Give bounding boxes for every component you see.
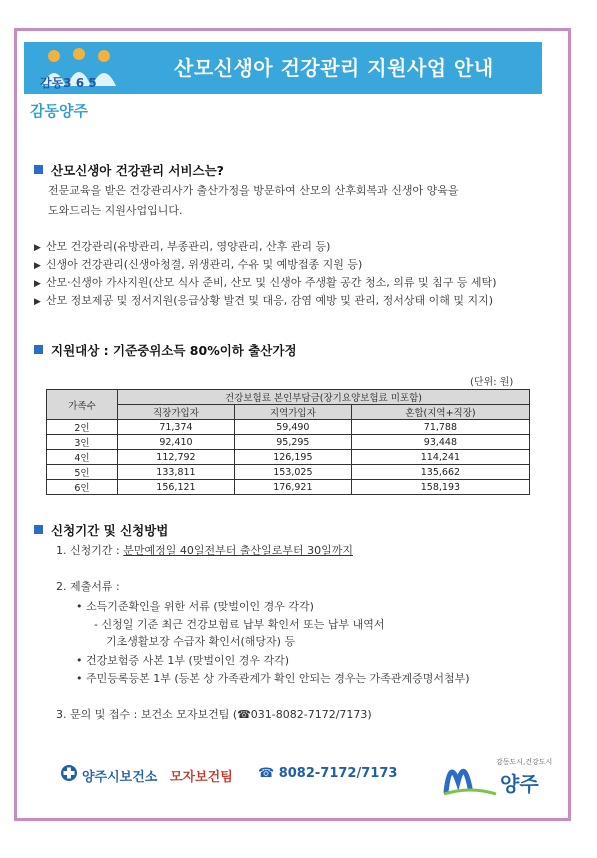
table-cell: 3인 (47, 435, 118, 450)
table-cell: 176,921 (234, 480, 351, 495)
square-bullet-icon (34, 525, 43, 534)
group-header: 건강보험료 본인부담금(장기요양보험료 미포함) (118, 390, 530, 405)
table-cell: 133,811 (118, 465, 235, 480)
table-cell: 71,374 (118, 420, 235, 435)
col-family-header: 가족수 (47, 390, 118, 420)
intro-line-2: 도와드리는 지원사업입니다. (48, 204, 183, 217)
table-cell: 92,410 (118, 435, 235, 450)
page-title: 산모신생아 건강관리 지원사업 안내 (174, 56, 494, 80)
table-cell: 112,792 (118, 450, 235, 465)
footer-team: 모자보건팀 (170, 770, 233, 785)
footer-slogan: 감동도시,건강도시 (496, 758, 553, 766)
table-cell: 126,195 (234, 450, 351, 465)
table-cell: 4인 (47, 450, 118, 465)
table-cell: 2인 (47, 420, 118, 435)
document-item: • 건강보험증 사본 1부 (맞벌이인 경우 각각) (76, 654, 290, 667)
table-row (47, 465, 530, 480)
footer-city: 양주 (500, 772, 539, 796)
col-header: 지역가입자 (234, 405, 351, 420)
section1-heading: 산모신생아 건강관리 서비스는? (34, 161, 224, 179)
table-cell: 95,295 (234, 435, 351, 450)
document-item: • 주민등록등본 1부 (등본 상 가족관계가 확인 안되는 경우는 가족관계증명서첨부) (76, 672, 470, 685)
city-logo-text: 감동양주 (30, 102, 88, 120)
table-cell: 5인 (47, 465, 118, 480)
col-header: 직장가입자 (118, 405, 235, 420)
intro-line-1: 전문교육을 받은 건강관리사가 출산가정을 방문하여 산모의 산후회복과 신생아 양육을 (48, 184, 459, 197)
square-bullet-icon (34, 345, 43, 354)
footer-phone: ☎ 8082-7172/7173 (258, 766, 398, 781)
table-cell: 59,490 (234, 420, 351, 435)
logo-365-text: 감동3 6 5 (40, 76, 97, 90)
table-row (47, 480, 530, 495)
square-bullet-icon (34, 165, 43, 174)
table-cell: 6인 (47, 480, 118, 495)
service-item: ▶ 신생아 건강관리(신생아청결, 위생관리, 수유 및 예방접종 지원 등) (34, 256, 362, 272)
service-item: ▶ 산모·신생아 가사지원(산모 식사 준비, 산모 및 신생아 주생활 공간 청소, 의류 및 침구 등 세탁) (34, 274, 496, 290)
table-row (47, 420, 530, 435)
section3-heading: 신청기간 및 신청방법 (34, 521, 168, 539)
table-cell: 153,025 (234, 465, 351, 480)
health-center-logo-icon (60, 764, 78, 782)
document-item: • 소득기준확인을 위한 서류 (맞벌이인 경우 각각) (76, 600, 314, 613)
table-cell: 158,193 (351, 480, 529, 495)
documents-label: 2. 제출서류 : (56, 580, 120, 593)
apply-period-value: 분만예정일 40일전부터 출산일로부터 30일까지 (123, 544, 353, 557)
fee-table (46, 389, 530, 495)
table-cell: 135,662 (351, 465, 529, 480)
table-cell: 71,788 (351, 420, 529, 435)
table-row (47, 435, 530, 450)
unit-label: (단위: 원) (470, 377, 514, 388)
table-row (47, 450, 530, 465)
section2-heading: 지원대상 : 기준중위소득 80%이하 출산가정 (34, 341, 297, 359)
footer-org: 양주시보건소 (82, 770, 158, 785)
table-cell: 114,241 (351, 450, 529, 465)
table-cell: 156,121 (118, 480, 235, 495)
document-subitem: 기초생활보장 수급자 확인서(해당자) 등 (106, 635, 296, 648)
yangju-logo-icon (440, 752, 500, 798)
service-item: ▶ 산모 정보제공 및 정서지원(응급상황 발견 및 대응, 감염 예방 및 관리, 정서상태 이해 및 지지) (34, 292, 493, 308)
col-header: 혼합(지역+직장) (351, 405, 529, 420)
apply-period: 1. 신청기간 : 분만예정일 40일전부터 출산일로부터 30일까지 (56, 544, 353, 557)
service-item: ▶ 산모 건강관리(유방관리, 부종관리, 영양관리, 산후 관리 등) (34, 238, 330, 254)
document-subitem: - 신청일 기준 최근 건강보험료 납부 확인서 또는 납부 내역서 (94, 618, 385, 631)
table-cell: 93,448 (351, 435, 529, 450)
contact-info: 3. 문의 및 접수 : 보건소 모자보건팀 (☎031-8082-7172/7173) (56, 708, 372, 721)
